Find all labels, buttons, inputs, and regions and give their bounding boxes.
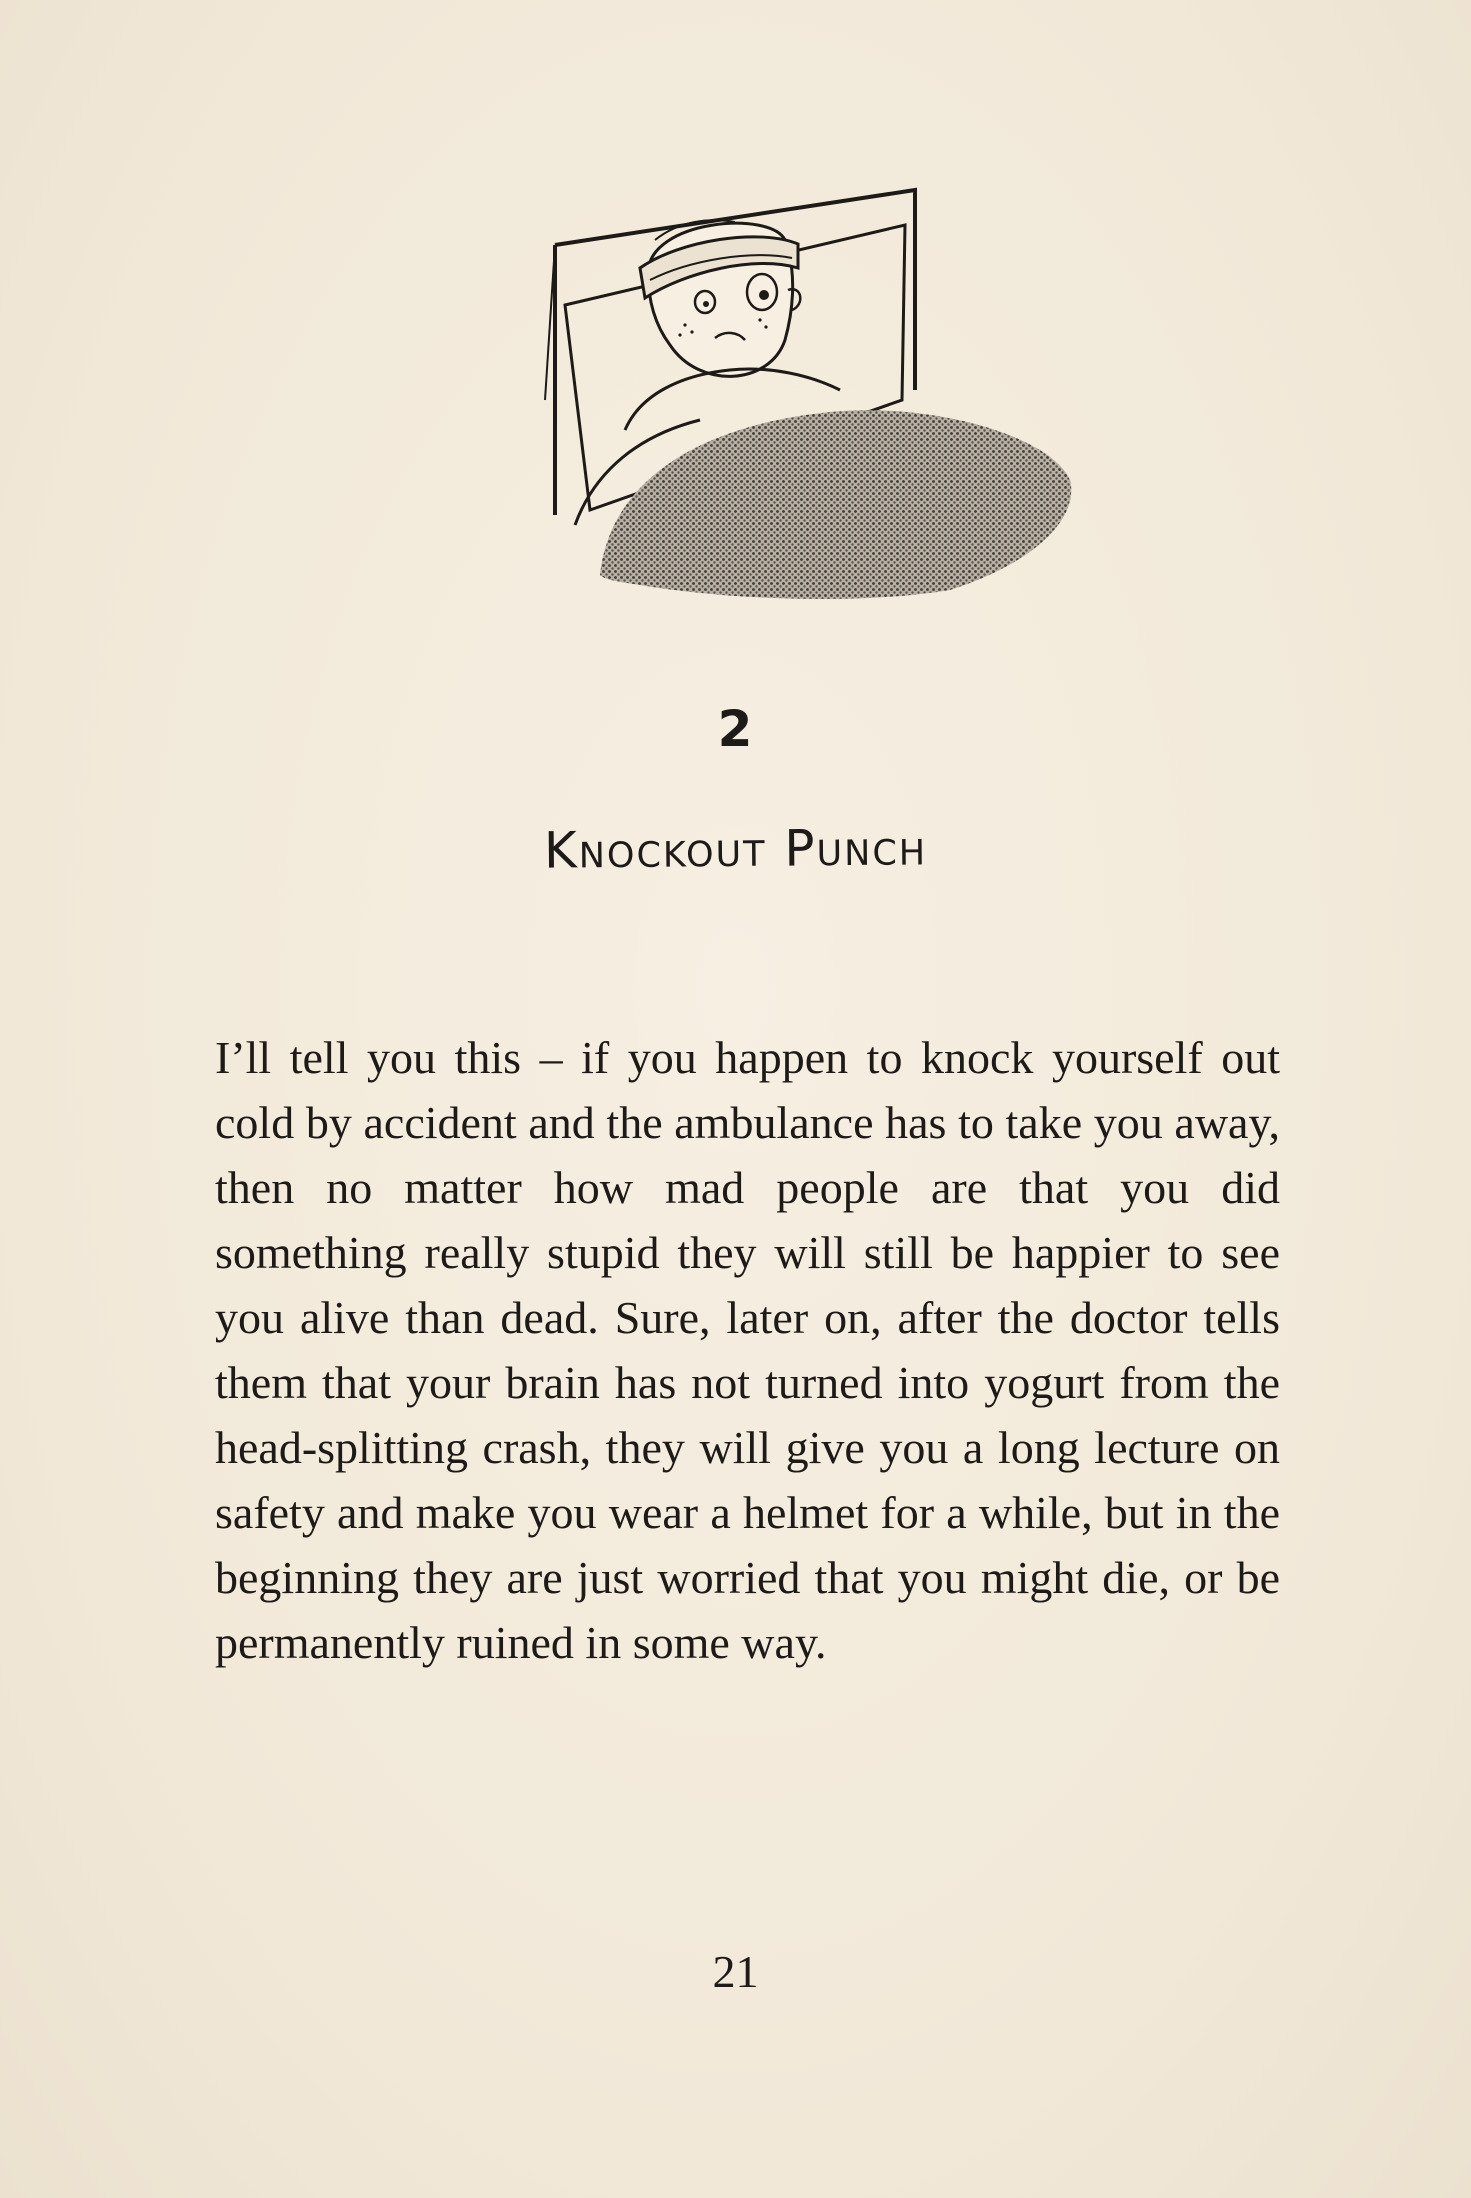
page-number: 21: [712, 1946, 759, 1997]
chapter-illustration: [530, 180, 1110, 630]
body-paragraph: I’ll tell you this – if you happen to knock yourself out cold by accident and the ambulance has to take you away, then no matter how mad people are that you did something really stupid they will still be happier to see you alive than dead. Sure, later on, after the doctor tells them that your brain has not turned into yogurt from the head-splitting crash, they will give you a long lecture on safety and make you wear a helmet for a while, but in the beginning they are just worried that you might die, or be permanently ruined in some way.: [215, 1032, 1280, 1668]
chapter-number: 2: [717, 700, 754, 758]
chapter-title: Knockout Punch: [543, 818, 928, 880]
